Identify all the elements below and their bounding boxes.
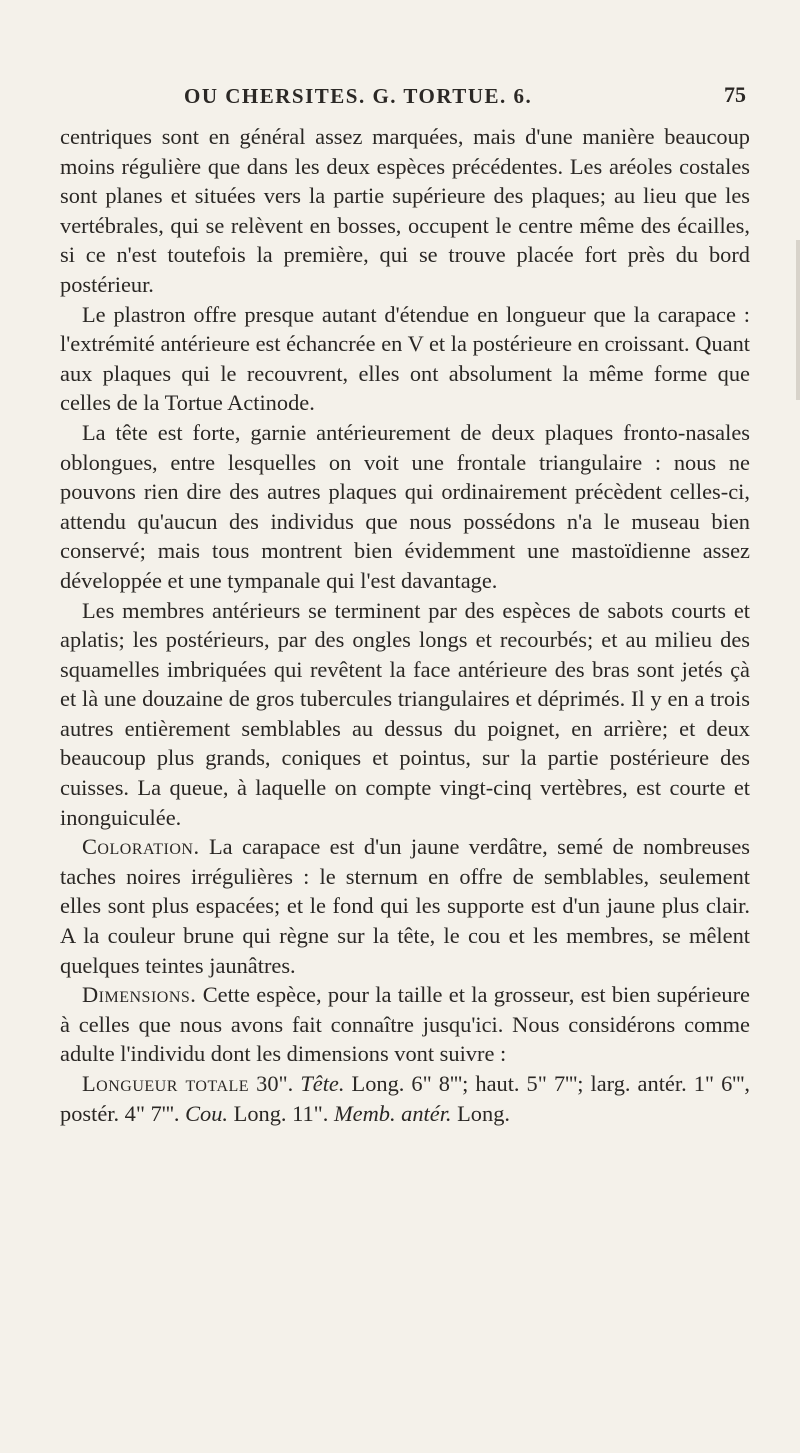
measurement-text-a: 30". bbox=[249, 1071, 301, 1096]
head-label: Tête. bbox=[300, 1071, 345, 1096]
dimensions-label: Dimensions. bbox=[82, 982, 197, 1008]
measurement-text-d: Long. bbox=[451, 1100, 510, 1126]
measurement-text-b: Long. 6" 8'''; haut. 5" 7'''; larg. antér. 1" 6''', postér. 4" 7'''. bbox=[60, 1071, 750, 1126]
paragraph-4: Les membres antérieurs se terminent par des espèces de sabots courts et aplatis; les postérieurs, par des ongles longs et recourbés; et au milieu des squamelles imbriquées qui revêtent la face antérieure des bras sont jetés çà et là une douzaine de gros tubercules triangulaires et déprimés. Il y en a trois autres entièrement semblables au dessus du poignet, en arrière; et deux beaucoup plus grands, coniques et pointus, sur la partie postérieure des cuisses. La queue, à laquelle on compte vingt-cinq vertèbres, est courte et inonguiculée. bbox=[60, 597, 750, 830]
paragraph-3: La tête est forte, garnie antérieurement de deux plaques fronto-nasales oblongues, entre lesquelles on voit une frontale triangulaire : nous ne pouvons rien dire des autres plaques qui ordinairement précèdent celles-ci, attendu qu'aucun des individus que nous possédons n'a le museau bien conservé; mais tous montrent bien évidemment une mastoïdienne assez développée et une tympanale qui l'est davantage. bbox=[60, 419, 750, 593]
forelimb-label: Memb. antér. bbox=[334, 1100, 452, 1126]
page-header bbox=[60, 78, 750, 114]
coloration-label: Coloration. bbox=[82, 834, 200, 860]
dimensions-text: Cette espèce, pour la taille et la grosseur, est bien supérieure à celles que nous avons fait connaître jusqu'ici. Nous considérons comme adulte l'individu dont les dimensions vont suivre : bbox=[60, 982, 750, 1067]
neck-label: Cou. bbox=[185, 1100, 229, 1126]
paragraph-2: Le plastron offre presque autant d'étendue en longueur que la carapace : l'extrémité antérieure est échancrée en V et la postérieure en croissant. Quant aux plaques qui le recouvrent, elles ont absolument la même forme que celles de la Tortue Actinode. bbox=[60, 301, 750, 416]
coloration-text: La carapace est d'un jaune verdâtre, semé de nombreuses taches noires irrégulières : le sternum en offre de semblables, seulement elles sont plus espacées; et le fond qui les supporte est d'un jaune plus clair. A la couleur brune qui règne sur la tête, le cou et les membres, se mêlent quelques teintes jaunâtres. bbox=[60, 834, 750, 978]
page-number: 75 bbox=[724, 82, 746, 107]
body-text bbox=[60, 122, 750, 1128]
page-edge-shadow bbox=[796, 240, 800, 400]
paragraph-measurements bbox=[60, 1069, 750, 1128]
measurement-text-c: Long. 11". bbox=[228, 1100, 334, 1126]
running-title: OU CHERSITES. G. TORTUE. 6. bbox=[184, 84, 533, 108]
paragraph-dimensions bbox=[60, 980, 750, 1069]
paragraph-1: centriques sont en général assez marquées, mais d'une manière beaucoup moins régulière que dans les deux espèces précédentes. Les aréoles costales sont planes et situées vers la partie supérieure des plaques; au lieu que les vertébrales, qui se relèvent en bosses, occupent le centre même des écailles, si ce n'est toutefois la première, qui se trouve placée fort près du bord postérieur. bbox=[60, 124, 750, 297]
total-length-label: Longueur totale bbox=[82, 1071, 250, 1096]
paragraph-coloration bbox=[60, 832, 750, 980]
